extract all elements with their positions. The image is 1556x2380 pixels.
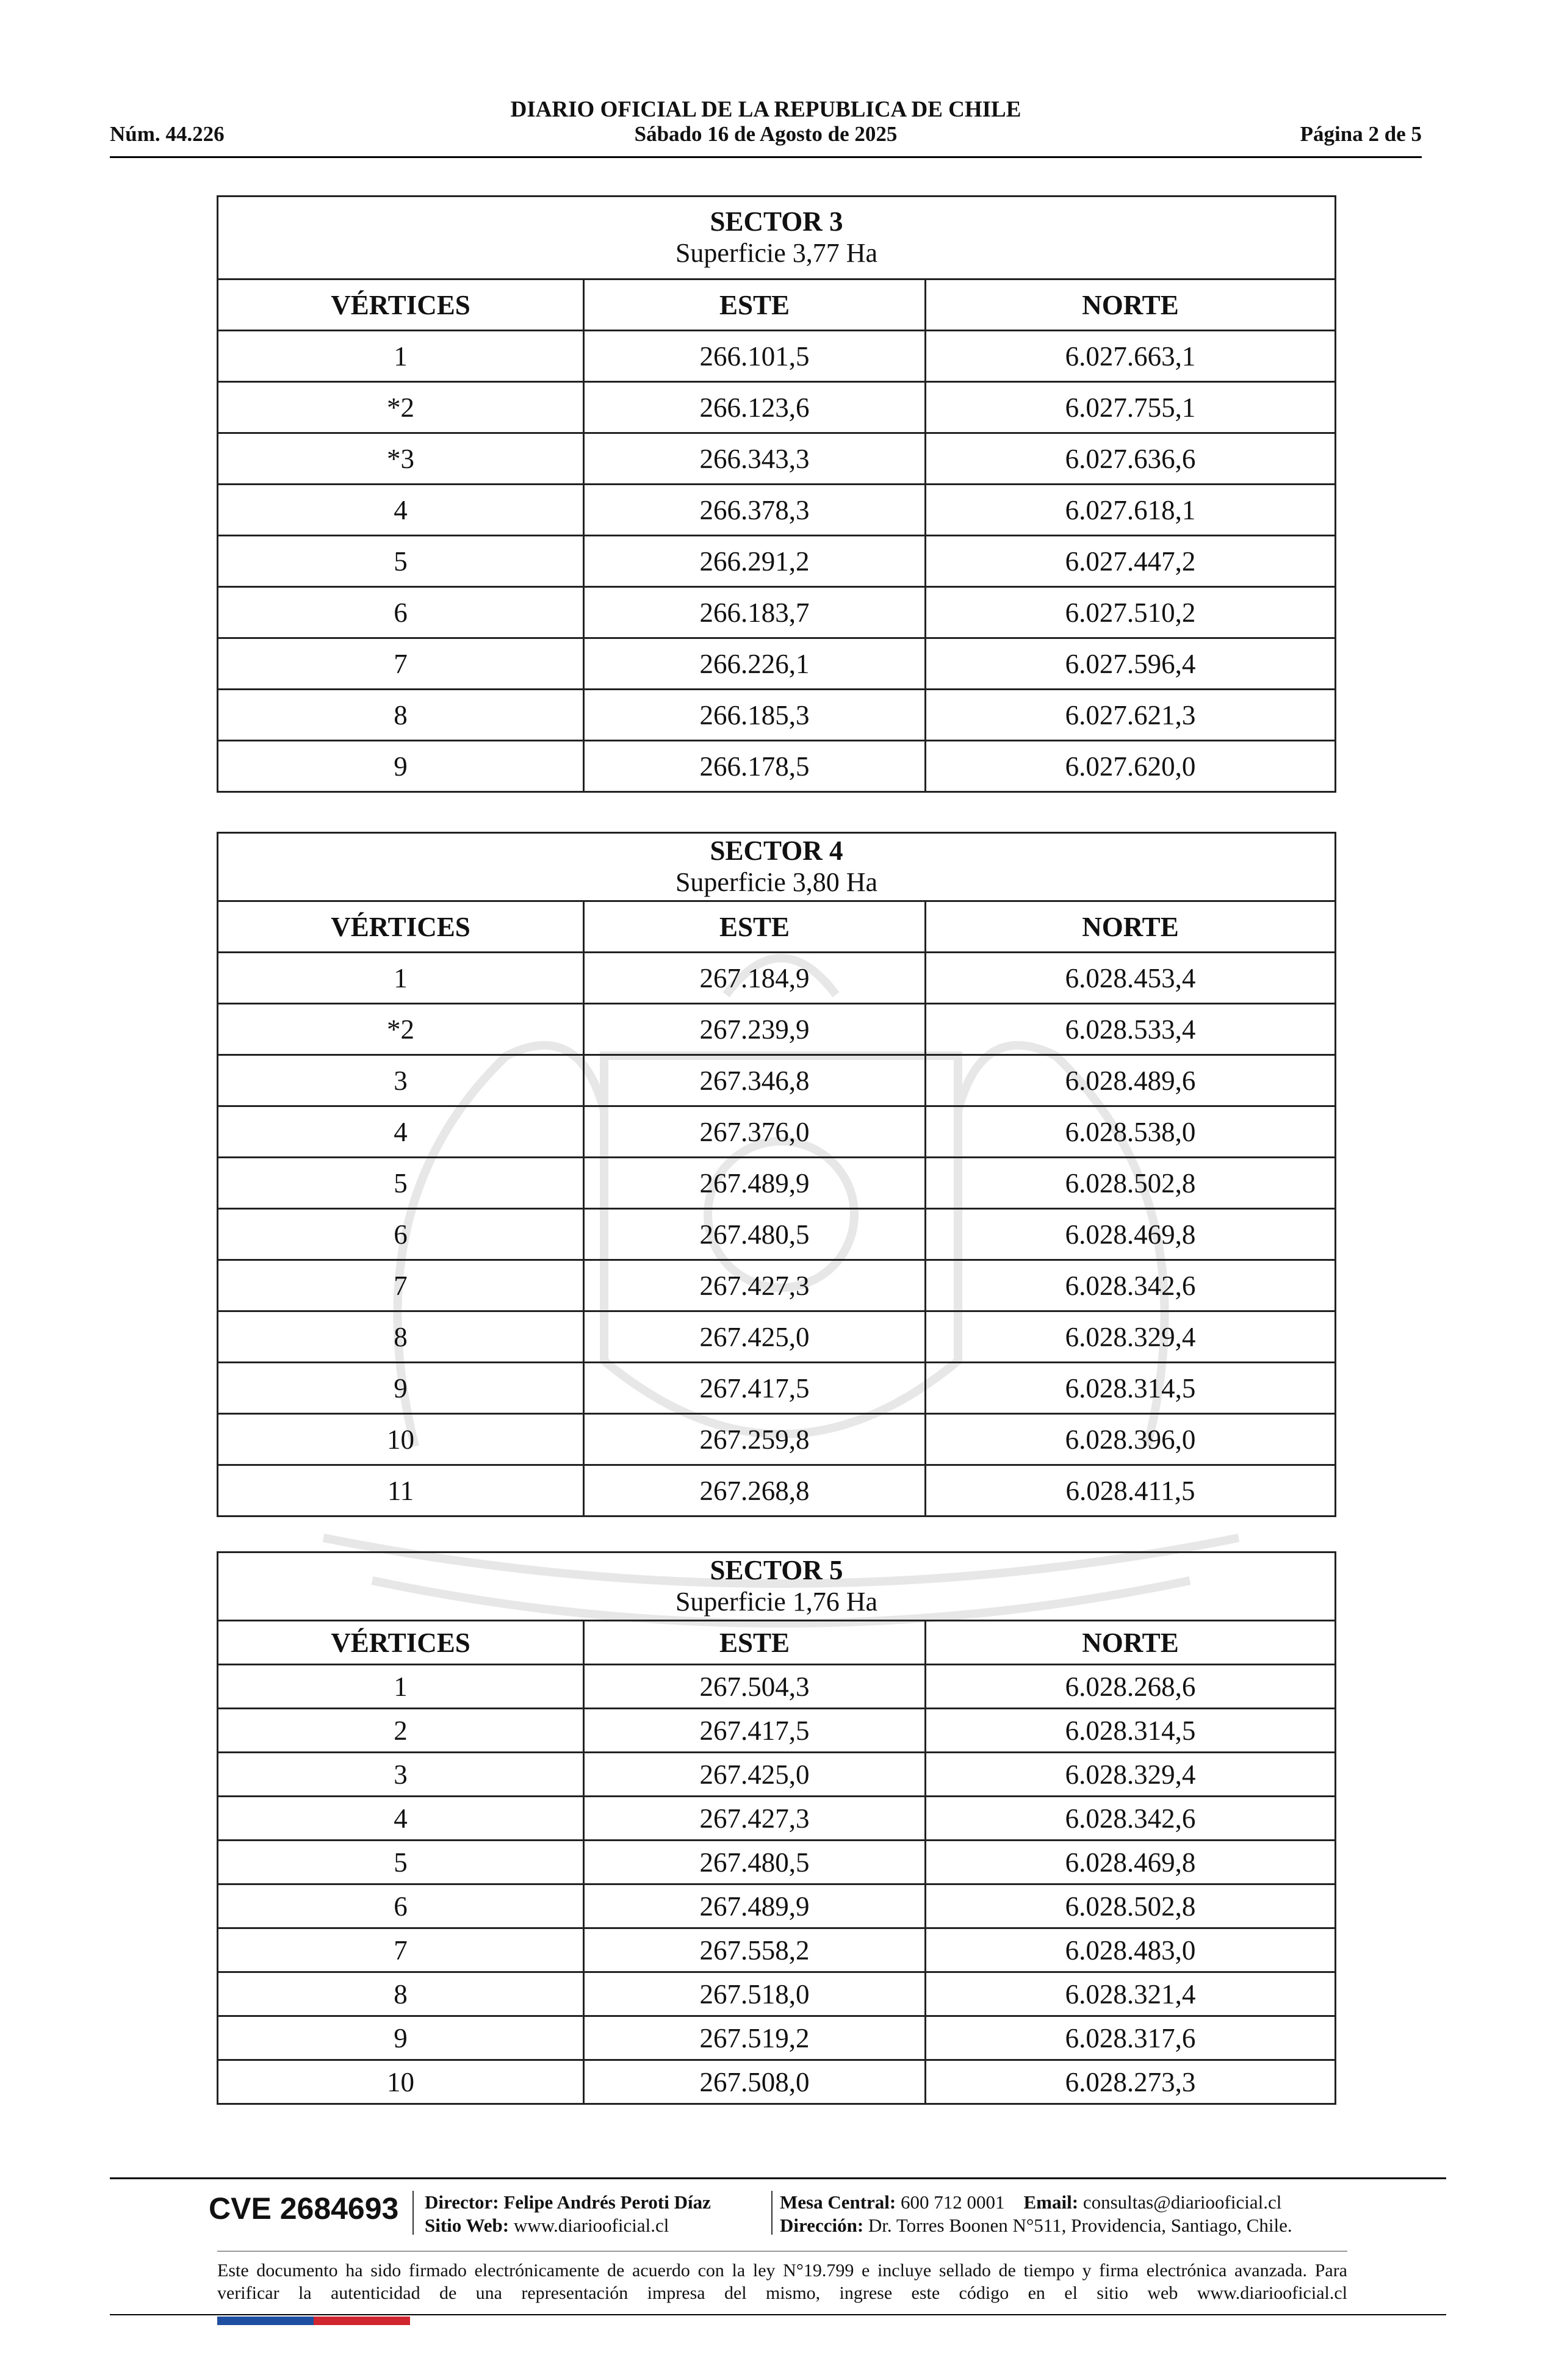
vertex-cell: 6 [218, 1884, 584, 1928]
este-cell: 267.489,9 [584, 1884, 926, 1928]
norte-cell: 6.027.510,2 [926, 587, 1336, 638]
norte-cell: 6.028.483,0 [926, 1928, 1336, 1972]
norte-cell: 6.028.273,3 [926, 2060, 1336, 2104]
norte-cell: 6.028.489,6 [926, 1055, 1336, 1106]
signature-notice: Este documento ha sido firmado electrónicamente de acuerdo con la ley N°19.799 e incluye sellado de tiempo y firma electrónica avanzada. Para verificar la autenticidad de una representación impresa del mismo, ingrese este código en el sitio web www.diariooficial.cl [217, 2260, 1347, 2303]
vertex-cell: 4 [218, 1797, 584, 1841]
vertex-cell: 1 [218, 1665, 584, 1709]
norte-cell: 6.027.620,0 [926, 741, 1336, 792]
este-cell: 267.480,5 [584, 1209, 926, 1260]
norte-cell: 6.027.663,1 [926, 331, 1336, 382]
table-row [218, 2016, 1336, 2060]
flag-bar [217, 2317, 410, 2325]
este-cell: 266.343,3 [584, 433, 926, 485]
vertex-cell: 6 [218, 587, 584, 638]
table-row [218, 1106, 1336, 1158]
este-cell: 267.376,0 [584, 1106, 926, 1158]
vertex-cell: 1 [218, 331, 584, 382]
norte-cell: 6.028.502,8 [926, 1158, 1336, 1209]
este-cell: 267.519,2 [584, 2016, 926, 2060]
page-footer [110, 2177, 1446, 2330]
vertex-cell: 7 [218, 1928, 584, 1972]
norte-cell: 6.027.755,1 [926, 382, 1336, 433]
norte-cell: 6.028.342,6 [926, 1260, 1336, 1311]
table-row [218, 1709, 1336, 1753]
vertex-cell: 3 [218, 1055, 584, 1106]
norte-cell: 6.028.469,8 [926, 1209, 1336, 1260]
sector-4-table [217, 832, 1336, 1517]
este-cell: 266.226,1 [584, 638, 926, 690]
norte-cell: 6.028.329,4 [926, 1753, 1336, 1797]
norte-cell: 6.028.502,8 [926, 1884, 1336, 1928]
vertex-cell: 9 [218, 1363, 584, 1414]
publication-title: DIARIO OFICIAL DE LA REPUBLICA DE CHILE [510, 97, 1021, 122]
sector-name: SECTOR 4 [710, 835, 843, 867]
vertex-cell: 4 [218, 1106, 584, 1158]
director-name: Felipe Andrés Peroti Díaz [503, 2191, 711, 2213]
footer-contact-block [780, 2191, 1292, 2237]
norte-cell: 6.027.596,4 [926, 638, 1336, 690]
sector-name: SECTOR 3 [710, 206, 843, 237]
este-cell: 266.185,3 [584, 690, 926, 741]
este-cell: 267.480,5 [584, 1841, 926, 1884]
norte-header: NORTE [926, 901, 1336, 953]
table-row [218, 2060, 1336, 2104]
table-row [218, 1209, 1336, 1260]
sector-caption [218, 197, 1336, 279]
norte-cell: 6.028.538,0 [926, 1106, 1336, 1158]
table-row [218, 1884, 1336, 1928]
norte-cell: 6.028.314,5 [926, 1363, 1336, 1414]
vertices-header: VÉRTICES [218, 279, 584, 331]
este-cell: 267.558,2 [584, 1928, 926, 1972]
vertex-cell: 5 [218, 536, 584, 587]
flag-blue-stripe [217, 2317, 314, 2325]
vertex-cell: 4 [218, 485, 584, 536]
norte-cell: 6.028.321,4 [926, 1972, 1336, 2016]
este-cell: 267.184,9 [584, 953, 926, 1004]
norte-cell: 6.028.314,5 [926, 1709, 1336, 1753]
table-row [218, 1055, 1336, 1106]
norte-cell: 6.028.268,6 [926, 1665, 1336, 1709]
address-label: Dirección: [780, 2215, 864, 2236]
page-indicator: Página 2 de 5 [1300, 122, 1422, 146]
mesa-label: Mesa Central: [780, 2191, 896, 2213]
este-cell: 267.425,0 [584, 1311, 926, 1363]
table-row [218, 1753, 1336, 1797]
este-cell: 267.417,5 [584, 1709, 926, 1753]
vertex-cell: 8 [218, 1972, 584, 2016]
footer-divider [110, 2314, 1446, 2315]
norte-cell: 6.028.329,4 [926, 1311, 1336, 1363]
table-row [218, 1414, 1336, 1465]
este-cell: 267.268,8 [584, 1465, 926, 1516]
este-cell: 267.427,3 [584, 1797, 926, 1841]
este-cell: 266.123,6 [584, 382, 926, 433]
norte-header: NORTE [926, 1621, 1336, 1665]
norte-cell: 6.028.396,0 [926, 1414, 1336, 1465]
director-label: Director: [425, 2191, 499, 2213]
table-row [218, 587, 1336, 638]
vertex-cell: 10 [218, 2060, 584, 2104]
table-row [218, 953, 1336, 1004]
table-row [218, 331, 1336, 382]
issue-date: Sábado 16 de Agosto de 2025 [634, 122, 898, 146]
vertex-cell: 11 [218, 1465, 584, 1516]
table-row [218, 1158, 1336, 1209]
site-label: Sitio Web: [425, 2215, 510, 2236]
table-row [218, 1465, 1336, 1516]
flag-red-stripe [314, 2317, 410, 2325]
table-row [218, 1260, 1336, 1311]
table-row [218, 690, 1336, 741]
este-cell: 267.346,8 [584, 1055, 926, 1106]
este-cell: 266.291,2 [584, 536, 926, 587]
vertex-cell: 7 [218, 638, 584, 690]
page-header [110, 92, 1422, 158]
table-row [218, 485, 1336, 536]
este-cell: 267.239,9 [584, 1004, 926, 1055]
este-cell: 267.425,0 [584, 1753, 926, 1797]
table-row [218, 1311, 1336, 1363]
este-cell: 267.489,9 [584, 1158, 926, 1209]
header-meta-row [110, 122, 1422, 150]
email-link[interactable]: consultas@diariooficial.cl [1082, 2191, 1282, 2213]
vertices-header: VÉRTICES [218, 901, 584, 953]
norte-cell: 6.028.317,6 [926, 2016, 1336, 2060]
norte-cell: 6.028.533,4 [926, 1004, 1336, 1055]
vertex-cell: *2 [218, 382, 584, 433]
norte-cell: 6.028.342,6 [926, 1797, 1336, 1841]
site-link[interactable]: www.diariooficial.cl [513, 2215, 669, 2236]
sector-area: Superficie 1,76 Ha [675, 1587, 878, 1617]
footer-separator [412, 2191, 414, 2235]
este-cell: 267.259,8 [584, 1414, 926, 1465]
este-cell: 266.183,7 [584, 587, 926, 638]
sector-rows [218, 953, 1336, 1516]
footer-divider [217, 2251, 1347, 2252]
table-row [218, 1665, 1336, 1709]
vertex-cell: 8 [218, 1311, 584, 1363]
sector-3-table [217, 195, 1336, 793]
table-row [218, 1841, 1336, 1884]
este-header: ESTE [584, 279, 926, 331]
vertices-header: VÉRTICES [218, 1621, 584, 1665]
vertex-cell: 1 [218, 953, 584, 1004]
vertex-cell: 5 [218, 1841, 584, 1884]
este-cell: 267.508,0 [584, 2060, 926, 2104]
este-cell: 266.178,5 [584, 741, 926, 792]
footer-separator [771, 2191, 773, 2235]
cve-code: CVE 2684693 [209, 2191, 399, 2226]
vertex-cell: *2 [218, 1004, 584, 1055]
vertex-cell: 10 [218, 1414, 584, 1465]
footer-director-block [425, 2191, 711, 2237]
norte-cell: 6.027.447,2 [926, 536, 1336, 587]
este-cell: 267.417,5 [584, 1363, 926, 1414]
table-row [218, 1797, 1336, 1841]
sector-caption [218, 833, 1336, 901]
vertex-cell: 7 [218, 1260, 584, 1311]
table-row [218, 638, 1336, 690]
este-cell: 266.378,3 [584, 485, 926, 536]
vertex-cell: 3 [218, 1753, 584, 1797]
table-row [218, 433, 1336, 485]
norte-cell: 6.028.411,5 [926, 1465, 1336, 1516]
vertex-cell: *3 [218, 433, 584, 485]
este-cell: 267.504,3 [584, 1665, 926, 1709]
table-row [218, 1972, 1336, 2016]
address-value: Dr. Torres Boonen N°511, Providencia, Santiago, Chile. [868, 2215, 1292, 2236]
sector-5-table [217, 1551, 1336, 2105]
norte-cell: 6.028.453,4 [926, 953, 1336, 1004]
sector-area: Superficie 3,77 Ha [675, 238, 878, 269]
issue-number: Núm. 44.226 [110, 122, 225, 146]
table-row [218, 382, 1336, 433]
sector-rows [218, 1665, 1336, 2104]
vertex-cell: 8 [218, 690, 584, 741]
vertex-cell: 2 [218, 1709, 584, 1753]
norte-cell: 6.028.469,8 [926, 1841, 1336, 1884]
table-row [218, 536, 1336, 587]
footer-divider [110, 2177, 1446, 2179]
norte-cell: 6.027.636,6 [926, 433, 1336, 485]
mesa-phone: 600 712 0001 [901, 2191, 1005, 2213]
vertex-cell: 9 [218, 741, 584, 792]
norte-cell: 6.027.621,3 [926, 690, 1336, 741]
sector-caption [218, 1552, 1336, 1621]
este-cell: 267.518,0 [584, 1972, 926, 2016]
vertex-cell: 5 [218, 1158, 584, 1209]
norte-cell: 6.027.618,1 [926, 485, 1336, 536]
table-row [218, 1928, 1336, 1972]
sector-area: Superficie 3,80 Ha [675, 867, 878, 898]
table-row [218, 1004, 1336, 1055]
norte-header: NORTE [926, 279, 1336, 331]
este-cell: 267.427,3 [584, 1260, 926, 1311]
table-row [218, 741, 1336, 792]
este-header: ESTE [584, 901, 926, 953]
email-label: Email: [1023, 2191, 1079, 2213]
vertex-cell: 6 [218, 1209, 584, 1260]
sector-rows [218, 331, 1336, 792]
este-header: ESTE [584, 1621, 926, 1665]
sector-name: SECTOR 5 [710, 1555, 843, 1586]
este-cell: 266.101,5 [584, 331, 926, 382]
vertex-cell: 9 [218, 2016, 584, 2060]
table-row [218, 1363, 1336, 1414]
